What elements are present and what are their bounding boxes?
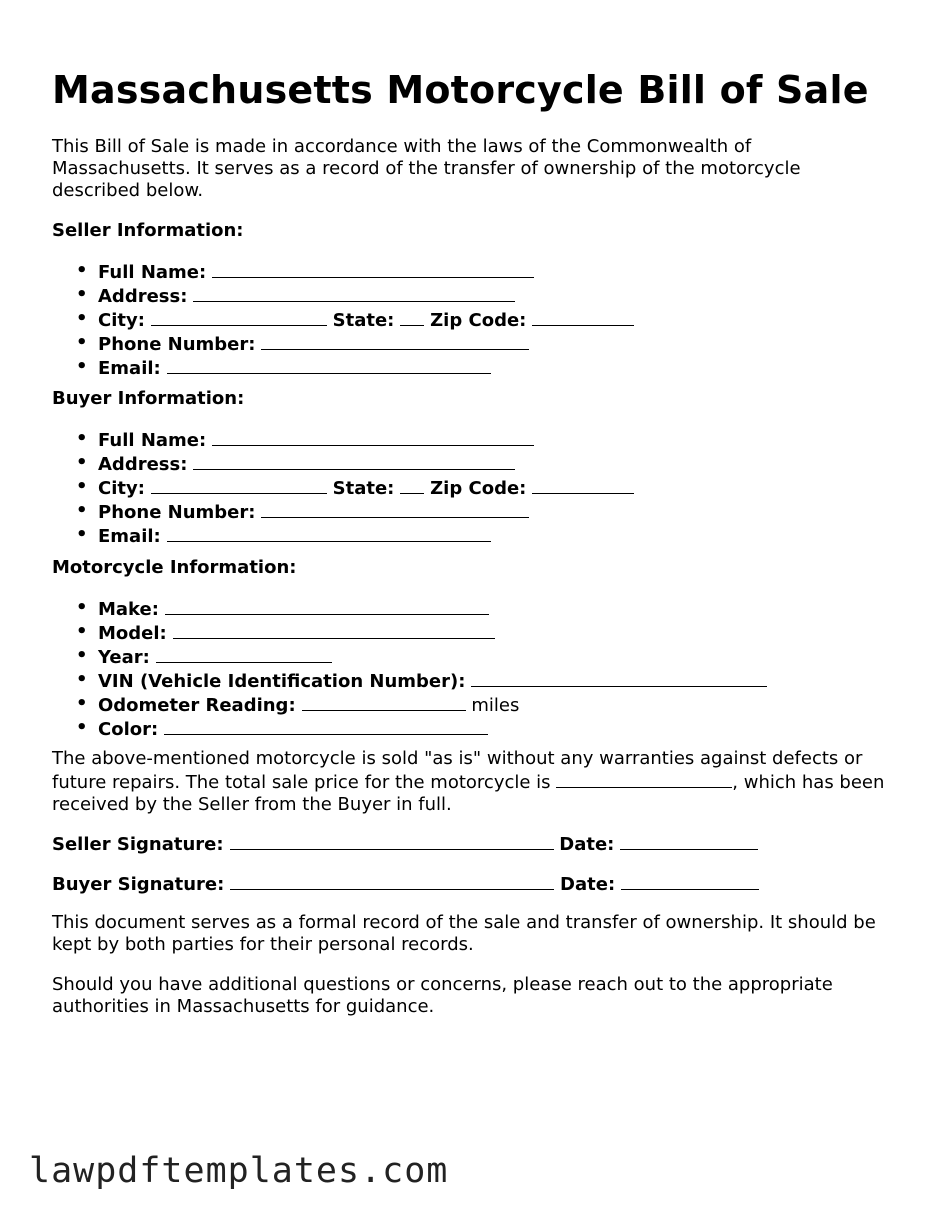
buyer-date-blank[interactable] (621, 872, 759, 890)
seller-address-blank[interactable] (193, 284, 515, 302)
field-label: Address: (98, 286, 188, 307)
seller-email-field[interactable] (98, 356, 634, 380)
motorcycle-heading: Motorcycle Information: (52, 557, 297, 578)
seller-phone-field[interactable] (98, 332, 634, 356)
seller-fields (52, 260, 634, 380)
buyer-phone-field[interactable] (98, 500, 634, 524)
field-label: Zip Code: (430, 310, 527, 331)
as-is-text-start: The above-mentioned motorcycle is sold "as is" without any warranties against defects or future repairs. The total sale price for the motorcycle is (52, 748, 863, 793)
seller-signature-label: Seller Signature: (52, 834, 224, 855)
color-field[interactable] (98, 717, 767, 741)
intro-paragraph: This Bill of Sale is made in accordance with the laws of the Commonwealth of Massachusetts. It serves as a record of the transfer of ownership of the motorcycle described below. (52, 136, 801, 201)
record-note-paragraph: This document serves as a formal record of the sale and transfer of ownership. It should be kept by both parties for their personal records. (52, 912, 876, 955)
vin-field[interactable] (98, 669, 767, 693)
buyer-city-state-zip-field[interactable] (98, 476, 634, 500)
buyer-email-blank[interactable] (167, 524, 491, 542)
odometer-unit: miles (471, 695, 520, 716)
questions-note-paragraph: Should you have additional questions or concerns, please reach out to the appropriate authorities in Massachusetts for guidance. (52, 974, 833, 1017)
seller-full-name-blank[interactable] (212, 260, 534, 278)
buyer-email-field[interactable] (98, 524, 634, 548)
odometer-field[interactable] (98, 693, 767, 717)
buyer-signature-label: Buyer Signature: (52, 874, 225, 895)
buyer-date-label: Date: (560, 874, 616, 895)
odometer-blank[interactable] (302, 693, 466, 711)
field-label: Phone Number: (98, 334, 256, 355)
field-label: Color: (98, 719, 159, 740)
field-label: Full Name: (98, 262, 207, 283)
field-label: Model: (98, 623, 167, 644)
buyer-fields (52, 428, 634, 548)
field-label: Zip Code: (430, 478, 527, 499)
model-field[interactable] (98, 621, 767, 645)
buyer-city-blank[interactable] (151, 476, 327, 494)
seller-date-blank[interactable] (620, 832, 758, 850)
as-is-paragraph (52, 748, 892, 816)
as-is-text-end: , which has been received by the Seller from the Buyer in full. (52, 772, 885, 815)
seller-city-state-zip-field[interactable] (98, 308, 634, 332)
year-blank[interactable] (156, 645, 332, 663)
buyer-full-name-blank[interactable] (212, 428, 534, 446)
vin-blank[interactable] (471, 669, 767, 687)
make-blank[interactable] (165, 597, 489, 615)
buyer-full-name-field[interactable] (98, 428, 634, 452)
buyer-phone-blank[interactable] (261, 500, 529, 518)
seller-state-blank[interactable] (400, 308, 424, 326)
field-label: City: (98, 478, 145, 499)
buyer-heading: Buyer Information: (52, 388, 245, 409)
seller-date-label: Date: (559, 834, 615, 855)
seller-address-field[interactable] (98, 284, 634, 308)
seller-signature-blank[interactable] (230, 832, 554, 850)
buyer-zip-blank[interactable] (532, 476, 634, 494)
color-blank[interactable] (164, 717, 488, 735)
field-label: State: (332, 478, 395, 499)
sale-price-blank[interactable] (556, 770, 732, 788)
seller-city-blank[interactable] (151, 308, 327, 326)
field-label: Email: (98, 358, 161, 379)
model-blank[interactable] (173, 621, 495, 639)
buyer-address-field[interactable] (98, 452, 634, 476)
buyer-address-blank[interactable] (193, 452, 515, 470)
buyer-signature-blank[interactable] (230, 872, 554, 890)
make-field[interactable] (98, 597, 767, 621)
field-label: Address: (98, 454, 188, 475)
buyer-signature-line[interactable] (52, 872, 759, 896)
seller-full-name-field[interactable] (98, 260, 634, 284)
field-label: Year: (98, 647, 150, 668)
motorcycle-fields (52, 597, 767, 741)
document-title: Massachusetts Motorcycle Bill of Sale (52, 68, 869, 112)
seller-zip-blank[interactable] (532, 308, 634, 326)
field-label: Make: (98, 599, 159, 620)
site-watermark: lawpdftemplates.com (29, 1151, 449, 1191)
seller-signature-line[interactable] (52, 832, 758, 856)
field-label: State: (332, 310, 395, 331)
field-label: Phone Number: (98, 502, 256, 523)
buyer-state-blank[interactable] (400, 476, 424, 494)
field-label: Odometer Reading: (98, 695, 296, 716)
field-label: Email: (98, 526, 161, 547)
field-label: Full Name: (98, 430, 207, 451)
seller-phone-blank[interactable] (261, 332, 529, 350)
year-field[interactable] (98, 645, 767, 669)
field-label: VIN (Vehicle Identification Number): (98, 671, 466, 692)
seller-email-blank[interactable] (167, 356, 491, 374)
field-label: City: (98, 310, 145, 331)
seller-heading: Seller Information: (52, 220, 244, 241)
